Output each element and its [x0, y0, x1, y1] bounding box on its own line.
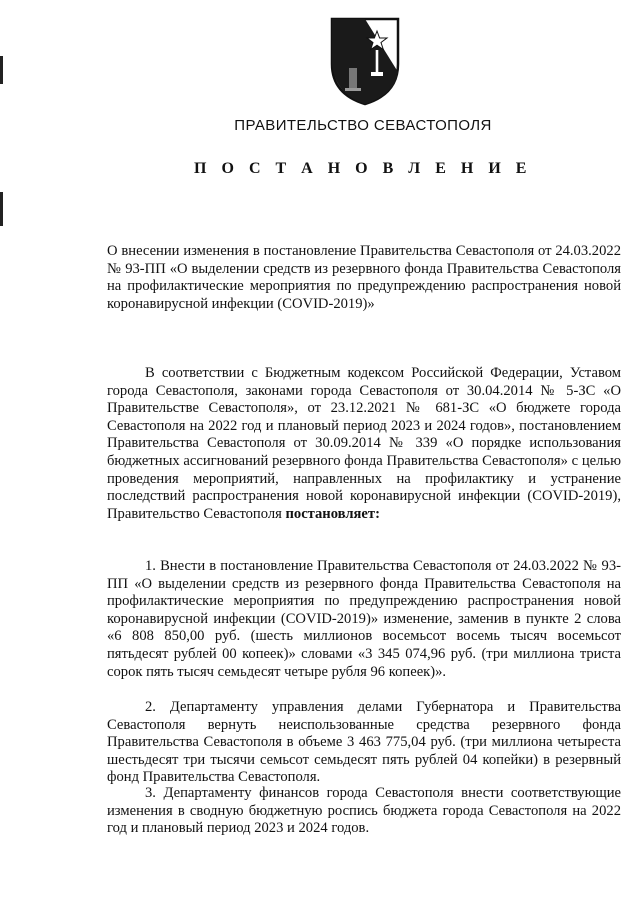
resolution-item-1: 1. Внести в постановление Правительства Севастополя от 24.03.2022 № 93-ПП «О выделении средств из резервного фонда Правительства Севастополя на профилактические мероприятия по предупреждению распространения новой коронавирусной инфекции (COVID-2019)» изменение, заменив в пункте 2 слова «6 808 850,00 руб. (шесть миллионов восемьсот восемь тысяч восемьсот пятьдесят рублей 00 копеек)» словами «3 345 074,96 руб. (три миллиона триста сорок пять тысяч семьдесят четыре рубля 96 копеек)».: [107, 558, 621, 680]
resolves-keyword: постановляет:: [285, 505, 380, 522]
government-title: ПРАВИТЕЛЬСТВО СЕВАСТОПОЛЯ: [234, 117, 492, 134]
preamble-paragraph: [107, 365, 621, 523]
document-type-heading: П О С Т А Н О В Л Е Н И Е: [194, 160, 532, 177]
scan-edge-mark: [0, 192, 3, 226]
scan-edge-mark: [0, 56, 3, 84]
sevastopol-coat-of-arms-emblem: [327, 14, 403, 106]
preamble-text: В соответствии с Бюджетным кодексом Российской Федерации, Уставом города Севастополя, законами города Севастополя от 30.04.2014 № 5-ЗС «О Правительстве Севастополя», от 23.12.2021 № 681-ЗС «О бюджете города Севастополя на 2022 год и плановый период 2023 и 2024 годов», постановлением Правительства Севастополя от 30.09.2014 № 339 «О порядке использования бюджетных ассигнований резервного фонда Правительства Севастополя» с целью проведения мероприятий, направленных на профилактику и устранение последствий распространения новой коронавирусной инфекции (COVID-2019), Правительство Севастополя: [107, 365, 621, 522]
resolution-item-2: 2. Департаменту управления делами Губернатора и Правительства Севастополя вернуть неиспользованные средства резервного фонда Правительства Севастополя в объеме 3 463 775,04 руб. (три миллиона четыреста шестьдесят три тысячи семьсот семьдесят пять рублей 04 копейки) в резервный фонд Правительства Севастополя.: [107, 699, 621, 786]
document-subject: О внесении изменения в постановление Правительства Севастополя от 24.03.2022 № 93-ПП «О выделении средств из резервного фонда Правительства Севастополя на профилактические мероприятия по предупреждению распространения новой коронавирусной инфекции (COVID-2019)»: [107, 243, 621, 312]
resolution-item-3: 3. Департаменту финансов города Севастополя внести соответствующие изменения в сводную бюджетную роспись бюджета города Севастополя на 2022 год и плановый период 2023 и 2024 годов.: [107, 785, 621, 837]
